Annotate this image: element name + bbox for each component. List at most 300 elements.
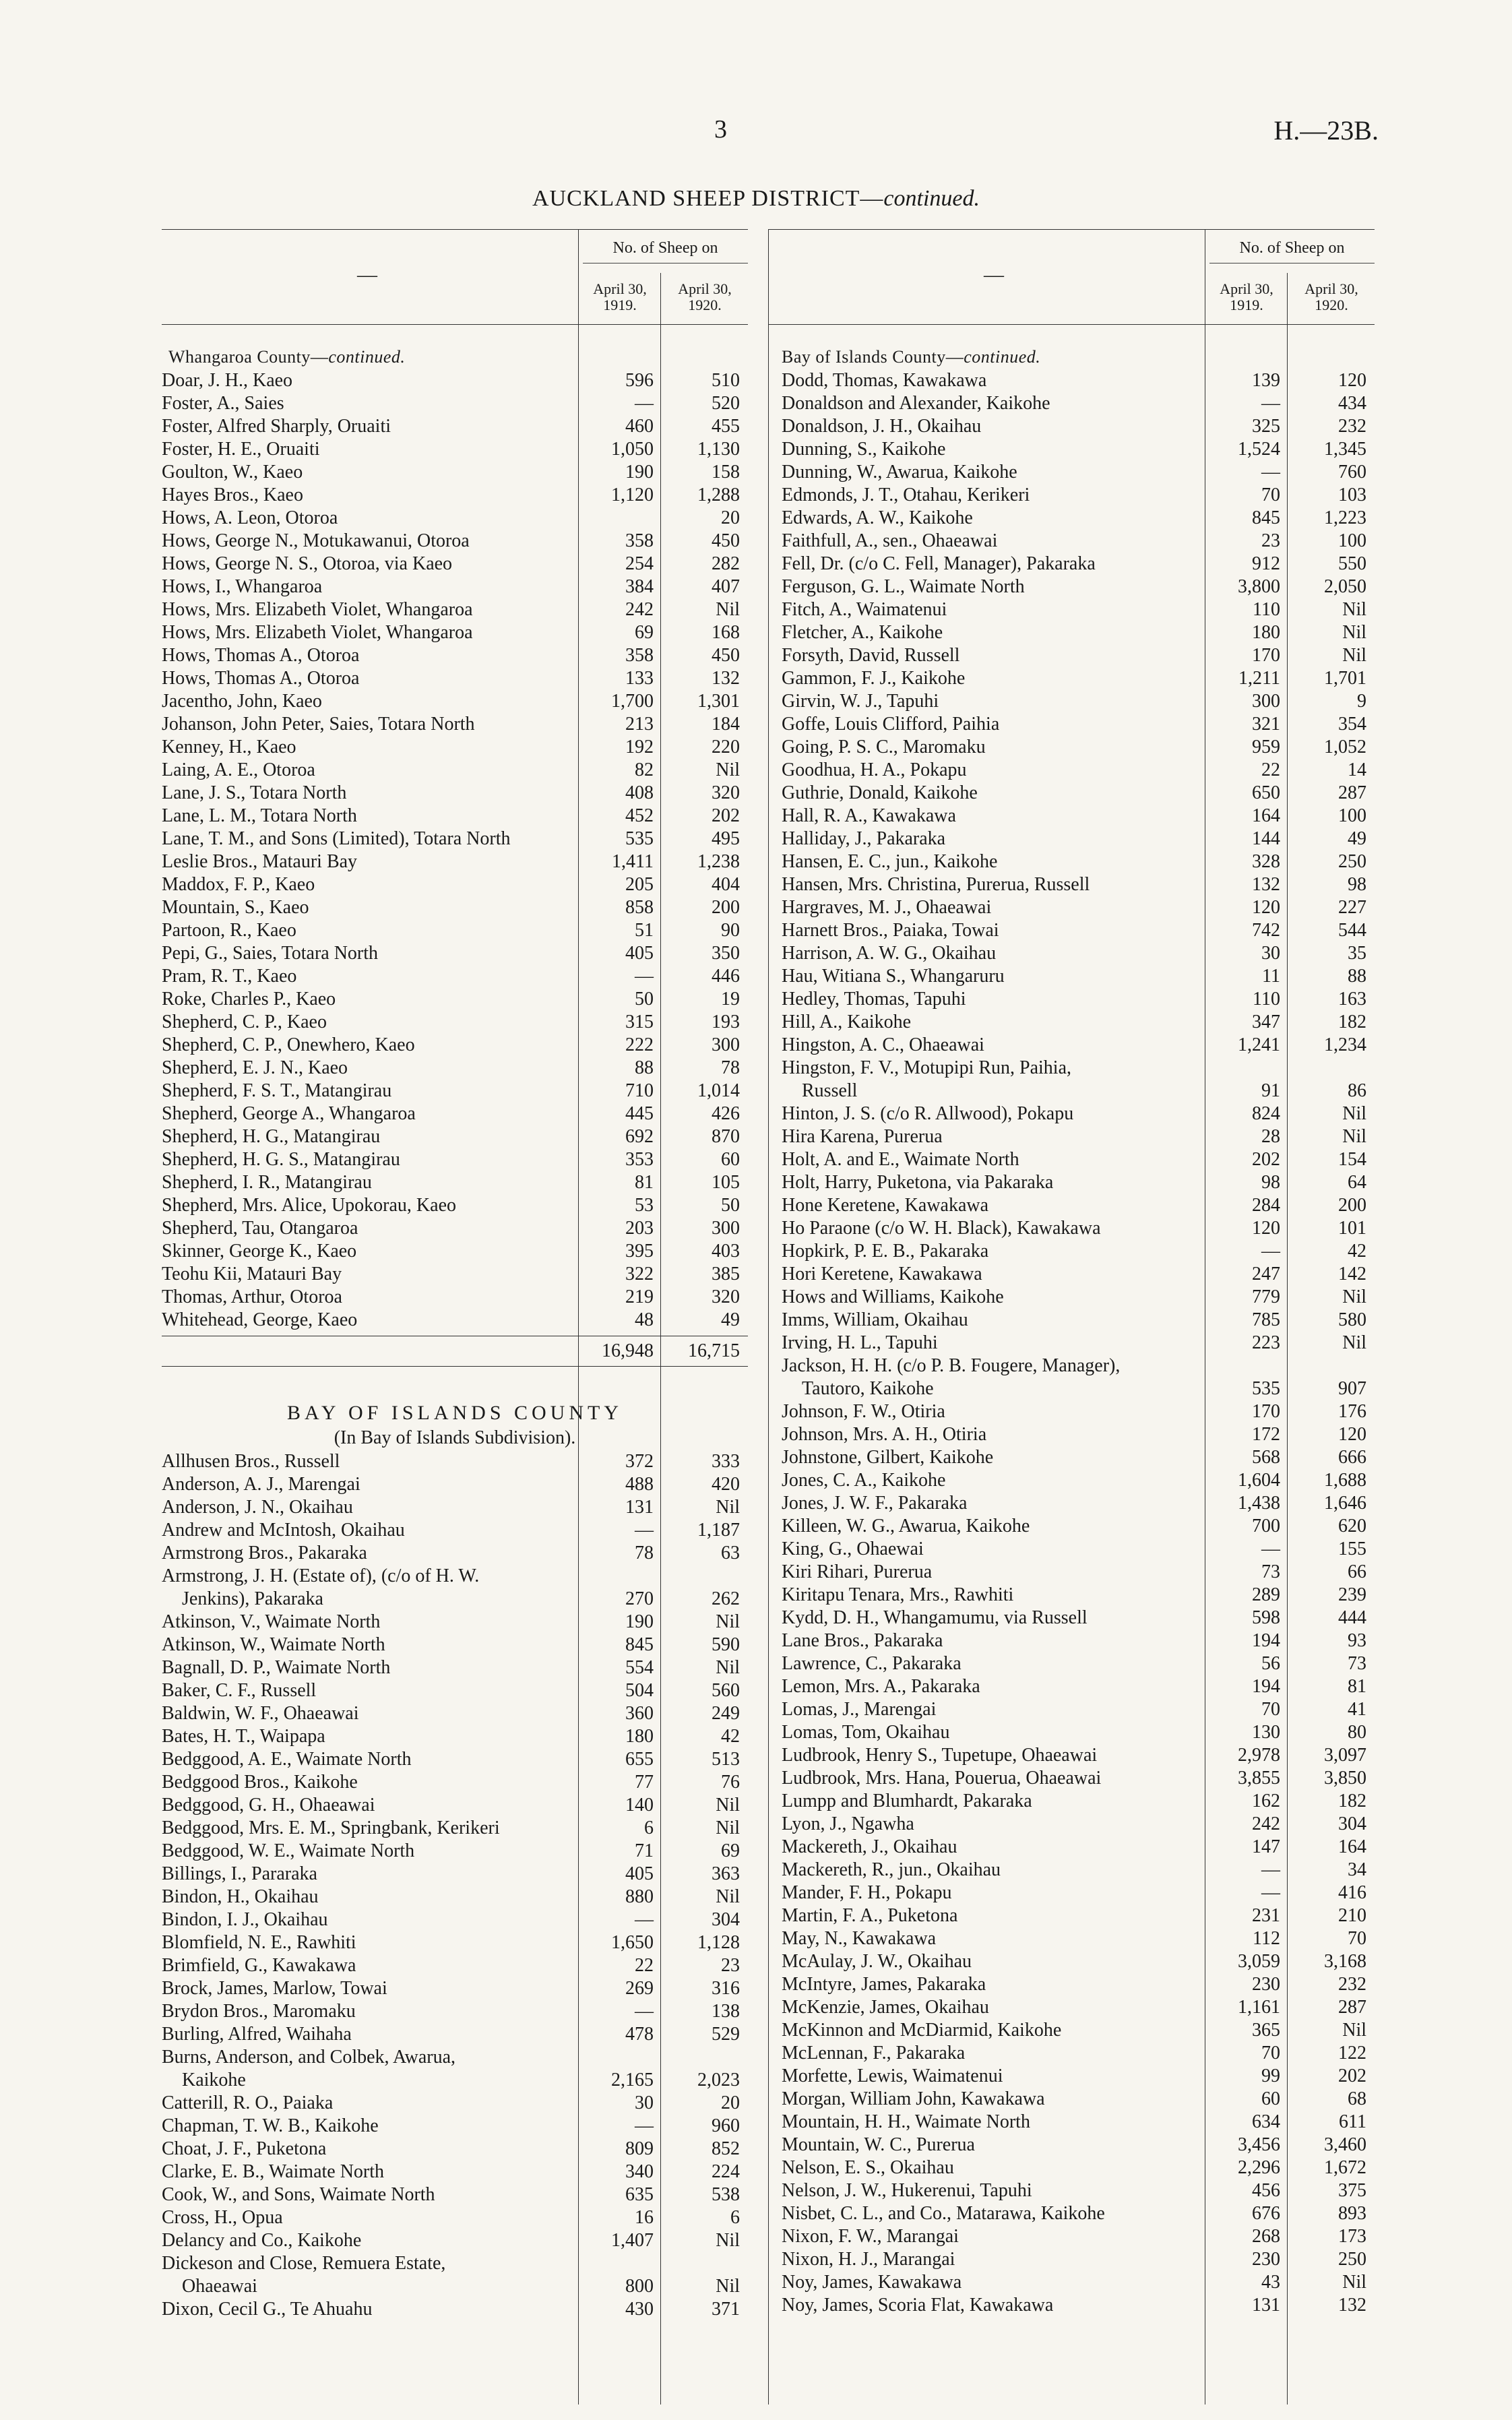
table-row: [775, 828, 1375, 850]
sheep-1919: 912: [1252, 553, 1280, 574]
table-row: [775, 690, 1375, 713]
sheep-1920: 611: [1339, 2111, 1366, 2132]
owner-name: Armstrong Bros., Pakaraka: [162, 1543, 367, 1563]
sheep-1920: 163: [1338, 989, 1366, 1010]
owner-name: May, N., Kawakawa: [782, 1928, 937, 1949]
sheep-1919: 254: [625, 553, 654, 574]
sheep-1920: 20: [721, 507, 740, 528]
sheep-1919: 289: [1252, 1584, 1280, 1605]
owner-name: Anderson, J. N., Okaihau: [162, 1497, 353, 1518]
table-row: [775, 1973, 1375, 1996]
table-row: [775, 896, 1375, 919]
sheep-1920: 41: [1348, 1699, 1366, 1720]
table-row: [775, 873, 1375, 896]
sheep-1920: 287: [1338, 782, 1366, 803]
owner-name: Burns, Anderson, and Colbek, Awarua,: [162, 2047, 456, 2068]
sheep-1920: 35: [1348, 943, 1366, 964]
sheep-1919: 242: [625, 599, 654, 620]
sheep-1919: 130: [1252, 1722, 1280, 1743]
owner-name: Hone Keretene, Kawakawa: [782, 1195, 989, 1216]
sheep-1920: 3,850: [1324, 1768, 1366, 1789]
sheep-1920: 3,097: [1324, 1745, 1366, 1766]
owner-name: Ho Paraone (c/o W. H. Black), Kawakawa: [782, 1218, 1101, 1239]
sheep-1920: 98: [1348, 874, 1366, 895]
left-column: [162, 229, 748, 2321]
owner-name: King, G., Ohaewai: [782, 1539, 924, 1559]
sheep-1919: 3,855: [1238, 1768, 1280, 1789]
owner-name: Armstrong, J. H. (Estate of), (c/o of H. W.: [162, 1565, 480, 1586]
sheep-1919: 365: [1252, 2020, 1280, 2041]
table-row: [775, 1423, 1375, 1446]
sheep-1919: 230: [1252, 2249, 1280, 2270]
sheep-1920: 316: [712, 1978, 740, 1999]
table-row: [775, 415, 1375, 438]
sheep-1919: 880: [625, 1886, 654, 1907]
owner-name: Guthrie, Donald, Kaikohe: [782, 782, 978, 803]
sheep-1920: 122: [1338, 2043, 1366, 2064]
sheep-1919: 170: [1252, 1401, 1280, 1422]
sheep-1919: 139: [1252, 370, 1280, 391]
sheep-1919: 230: [1252, 1974, 1280, 1995]
sheep-1920: Nil: [1342, 622, 1366, 643]
table-row: [775, 461, 1375, 484]
sheep-1920: 371: [712, 2299, 740, 2320]
sheep-1920: 350: [712, 943, 740, 964]
owner-name: Holt, Harry, Puketona, via Pakaraka: [782, 1172, 1054, 1193]
sheep-1919: 30: [1261, 943, 1280, 964]
sheep-1920: 49: [721, 1309, 740, 1330]
sheep-1920: 14: [1348, 759, 1366, 780]
owner-name: Nisbet, C. L., and Co., Matarawa, Kaikohe: [782, 2203, 1105, 2224]
sheep-1919: 1,407: [611, 2230, 654, 2251]
sheep-1919: —: [635, 1909, 654, 1930]
sheep-1920: 907: [1338, 1378, 1366, 1399]
table-row: [775, 1286, 1375, 1309]
table-row: [775, 1515, 1375, 1538]
table-row: [775, 1171, 1375, 1194]
sheep-1919: 162: [1252, 1791, 1280, 1811]
sheep-1919: 140: [625, 1795, 654, 1816]
owner-name: Noy, James, Kawakawa: [782, 2272, 962, 2293]
owner-name: Hinton, J. S. (c/o R. Allwood), Pokapu: [782, 1103, 1074, 1124]
sheep-1920: 6: [730, 2207, 740, 2228]
table-row: [775, 1630, 1375, 1652]
sheep-1919: 131: [625, 1497, 654, 1518]
sheep-1919: 70: [1261, 1699, 1280, 1720]
owner-name: Johnson, F. W., Otiria: [782, 1401, 945, 1422]
sheep-1919: 785: [1252, 1309, 1280, 1330]
owner-name: Bagnall, D. P., Waimate North: [162, 1657, 391, 1678]
section-subheading: (In Bay of Islands Subdivision).: [334, 1427, 576, 1448]
sheep-1919: 959: [1252, 737, 1280, 757]
sheep-1919: 478: [625, 2024, 654, 2045]
table-row: [775, 1744, 1375, 1767]
table-row: [775, 2065, 1375, 2088]
sheep-1920: 42: [721, 1726, 740, 1747]
sheep-1919: 242: [1252, 1813, 1280, 1834]
sheep-1920: Nil: [1342, 2272, 1366, 2293]
table-row: [775, 1882, 1375, 1904]
sheep-1919: 98: [1261, 1172, 1280, 1193]
sheep-1920: 120: [1338, 370, 1366, 391]
sheep-1920: 407: [712, 576, 740, 597]
owner-name: Goulton, W., Kaeo: [162, 462, 303, 483]
sheep-1919: 1,241: [1238, 1034, 1280, 1055]
table-row: [775, 530, 1375, 553]
sheep-1920: 385: [712, 1264, 740, 1284]
sheep-1919: 779: [1252, 1286, 1280, 1307]
sheep-1919: 16: [635, 2207, 654, 2228]
sheep-1919: 3,800: [1238, 576, 1280, 597]
owner-name: Hows, Mrs. Elizabeth Violet, Whangaroa: [162, 622, 473, 643]
sheep-1919: 170: [1252, 645, 1280, 666]
owner-name: Hansen, E. C., jun., Kaikohe: [782, 851, 998, 872]
sheep-1920: 49: [1348, 828, 1366, 849]
owner-name: Hows, I., Whangaroa: [162, 576, 323, 597]
owner-name: Hopkirk, P. E. B., Pakaraka: [782, 1241, 989, 1262]
sheep-1919: 190: [625, 1611, 654, 1632]
sheep-1920: 105: [712, 1172, 740, 1193]
sheep-1920: 403: [712, 1241, 740, 1262]
sheep-1919: 120: [1252, 897, 1280, 918]
sheep-1919: 635: [625, 2184, 654, 2205]
sheep-1919: 315: [625, 1012, 654, 1032]
sheep-1919: 69: [635, 622, 654, 643]
sheep-1919: 325: [1252, 416, 1280, 437]
sheep-1919: 110: [1253, 989, 1280, 1010]
owner-name: Kydd, D. H., Whangamumu, via Russell: [782, 1607, 1088, 1628]
table-row: [775, 1217, 1375, 1240]
page-title-main: AUCKLAND SHEEP DISTRICT—: [532, 186, 884, 211]
sheep-1920: 200: [712, 897, 740, 918]
sheep-1920: Nil: [716, 599, 740, 620]
sheep-1919: 452: [625, 805, 654, 826]
table-row: [775, 1607, 1375, 1630]
table-row: [775, 782, 1375, 805]
sheep-1920: Nil: [1342, 1103, 1366, 1124]
sheep-1919: 56: [1261, 1653, 1280, 1674]
sheep-1919: 504: [625, 1680, 654, 1701]
sheep-1919: 858: [625, 897, 654, 918]
sheep-1919: 78: [635, 1543, 654, 1563]
sheep-1920: 495: [712, 828, 740, 849]
table-row: [775, 598, 1375, 621]
sheep-1919: —: [1261, 1241, 1280, 1262]
sheep-1919: 48: [635, 1309, 654, 1330]
sheep-1920: 426: [712, 1103, 740, 1124]
sheep-1920: Nil: [716, 1795, 740, 1816]
sheep-1920: 960: [712, 2115, 740, 2136]
table-row: [775, 1309, 1375, 1332]
sheep-1919: —: [635, 966, 654, 987]
owner-name: Jones, J. W. F., Pakaraka: [782, 1493, 968, 1514]
owner-name: Bindon, I. J., Okaihau: [162, 1909, 328, 1930]
sheep-1919: 809: [625, 2138, 654, 2159]
table-row: [775, 1194, 1375, 1217]
sheep-1919: 50: [635, 989, 654, 1010]
owner-name: Imms, William, Okaihau: [782, 1309, 968, 1330]
sheep-1919: 554: [625, 1657, 654, 1678]
owner-name: Irving, H. L., Tapuhi: [782, 1332, 938, 1353]
owner-name: Whitehead, George, Kaeo: [162, 1309, 358, 1330]
owner-name: Faithfull, A., sen., Ohaeawai: [782, 530, 998, 551]
owner-name: Shepherd, George A., Whangaroa: [162, 1103, 416, 1124]
sheep-1919: 192: [625, 737, 654, 757]
table-row: [775, 1538, 1375, 1561]
header-dash: —: [357, 263, 377, 286]
sheep-1919: 692: [625, 1126, 654, 1147]
sheep-1920: 168: [712, 622, 740, 643]
sheep-1920: 852: [712, 2138, 740, 2159]
sheep-1920: 544: [1338, 920, 1366, 941]
sheep-1919: —: [1261, 1539, 1280, 1559]
table-row: [775, 736, 1375, 759]
sheep-1919: 81: [635, 1172, 654, 1193]
sheep-1919: 28: [1261, 1126, 1280, 1147]
sheep-1920: 666: [1338, 1447, 1366, 1468]
sheep-1919: 82: [635, 759, 654, 780]
table-row: [775, 1240, 1375, 1263]
sheep-1920: Nil: [1342, 599, 1366, 620]
bay-of-islands-continued-rows: [775, 369, 1375, 2317]
owner-name: Foster, Alfred Sharply, Oruaiti: [162, 416, 391, 437]
sheep-1919: 347: [1252, 1012, 1280, 1032]
sheep-1920: 446: [712, 966, 740, 987]
owner-name: Shepherd, E. J. N., Kaeo: [162, 1057, 348, 1078]
sheep-1919: 460: [625, 416, 654, 437]
owner-name: Ludbrook, Mrs. Hana, Pouerua, Ohaeawai: [782, 1768, 1102, 1789]
sheep-1919: 131: [1252, 2295, 1280, 2316]
sheep-1920: 1,345: [1324, 439, 1366, 460]
header-no-of-sheep: No. of Sheep on: [1209, 239, 1375, 263]
owner-name: Nixon, H. J., Marangai: [782, 2249, 955, 2270]
owner-name: Pepi, G., Saies, Totara North: [162, 943, 379, 964]
owner-name: Skinner, George K., Kaeo: [162, 1241, 357, 1262]
sheep-1920: 520: [712, 393, 740, 414]
owner-name: Johanson, John Peter, Saies, Totara North: [162, 714, 475, 735]
table-row: [775, 2202, 1375, 2225]
owner-name: Clarke, E. B., Waimate North: [162, 2161, 385, 2182]
owner-name: Bedggood, Mrs. E. M., Springbank, Kerikeri: [162, 1818, 500, 1838]
owner-name: Lemon, Mrs. A., Pakaraka: [782, 1676, 980, 1697]
table-row: [775, 2134, 1375, 2157]
owner-name: Ludbrook, Henry S., Tupetupe, Ohaeawai: [782, 1745, 1098, 1766]
sheep-1920: 239: [1338, 1584, 1366, 1605]
owner-name: Catterill, R. O., Paiaka: [162, 2092, 334, 2113]
table-row: [775, 1652, 1375, 1675]
sheep-1919: 408: [625, 782, 654, 803]
owner-name: Dixon, Cecil G., Te Ahuahu: [162, 2299, 373, 2320]
sheep-1919: 51: [635, 920, 654, 941]
table-row: [775, 1836, 1375, 1859]
owner-name: Donaldson, J. H., Okaihau: [782, 416, 982, 437]
owner-name: Lomas, J., Marengai: [782, 1699, 937, 1720]
sheep-1919: 144: [1252, 828, 1280, 849]
table-row: [775, 2111, 1375, 2134]
sheep-1920: 870: [712, 1126, 740, 1147]
sheep-1920: 893: [1338, 2203, 1366, 2224]
table-row: [775, 2225, 1375, 2248]
owner-name: Jones, C. A., Kaikohe: [782, 1470, 946, 1491]
owner-name: Killeen, W. G., Awarua, Kaikohe: [782, 1516, 1030, 1537]
sheep-1920: Nil: [716, 2276, 740, 2297]
sheep-1920: 304: [1338, 1813, 1366, 1834]
sheep-1920: 354: [1338, 714, 1366, 735]
sheep-1920: 50: [721, 1195, 740, 1216]
sheep-1920: 182: [1338, 1012, 1366, 1032]
owner-name: Lane, J. S., Totara North: [162, 782, 347, 803]
sheep-1920: 138: [712, 2001, 740, 2022]
owner-name: Hill, A., Kaikohe: [782, 1012, 912, 1032]
sheep-1919: 405: [625, 943, 654, 964]
sheep-1919: —: [1261, 1882, 1280, 1903]
sheep-1919: 598: [1252, 1607, 1280, 1628]
owner-name: Dunning, S., Kaikohe: [782, 439, 946, 460]
sheep-1919: 120: [1252, 1218, 1280, 1239]
sheep-1919: 70: [1261, 2043, 1280, 2064]
sheep-1919: 132: [1252, 874, 1280, 895]
sheep-1920: 404: [712, 874, 740, 895]
sheep-1920: 3,168: [1324, 1951, 1366, 1972]
owner-name: Hingston, F. V., Motupipi Run, Paihia,: [782, 1057, 1072, 1078]
sheep-1920: 19: [721, 989, 740, 1010]
table-row: [775, 507, 1375, 530]
owner-name: Donaldson and Alexander, Kaikohe: [782, 393, 1050, 414]
owner-name: Harrison, A. W. G., Okaihau: [782, 943, 997, 964]
sheep-1920: 1,014: [697, 1080, 740, 1101]
owner-name: Hayes Bros., Kaeo: [162, 485, 303, 505]
owner-name: McKenzie, James, Okaihau: [782, 1997, 989, 2018]
table-row: [775, 988, 1375, 1011]
owner-name: Mackereth, J., Okaihau: [782, 1836, 957, 1857]
sheep-1919: 845: [1252, 507, 1280, 528]
sheep-1920: 34: [1348, 1859, 1366, 1880]
owner-name: Foster, A., Saies: [162, 393, 284, 414]
sheep-1920: Nil: [1342, 1332, 1366, 1353]
sheep-1919: 213: [625, 714, 654, 735]
owner-name: Delancy and Co., Kaikohe: [162, 2230, 362, 2251]
table-row: [775, 1698, 1375, 1721]
owner-name: Shepherd, C. P., Onewhero, Kaeo: [162, 1034, 415, 1055]
sheep-1920: 63: [721, 1543, 740, 1563]
owner-name: McKinnon and McDiarmid, Kaikohe: [782, 2020, 1062, 2041]
owner-name: Foster, H. E., Oruaiti: [162, 439, 320, 460]
table-row: [775, 576, 1375, 598]
sheep-1920: 250: [1338, 2249, 1366, 2270]
table-row: [775, 1859, 1375, 1882]
owner-name-continued: Ohaeawai: [182, 2276, 257, 2297]
sheep-1920: 1,688: [1324, 1470, 1366, 1491]
sheep-1919: 700: [1252, 1516, 1280, 1537]
sheep-1919: 270: [625, 1588, 654, 1609]
owner-name: Fell, Dr. (c/o C. Fell, Manager), Pakaraka: [782, 553, 1096, 574]
sheep-1920: Nil: [1342, 2020, 1366, 2041]
table-row: [775, 1011, 1375, 1034]
table-row: [775, 1904, 1375, 1927]
table-row: [775, 2088, 1375, 2111]
sheep-1920: 155: [1338, 1539, 1366, 1559]
sheep-1920: 304: [712, 1909, 740, 1930]
sheep-1920: 227: [1338, 897, 1366, 918]
owner-name: Bedggood, A. E., Waimate North: [162, 1749, 412, 1770]
sheep-1920: 363: [712, 1863, 740, 1884]
sheep-1920: 210: [1338, 1905, 1366, 1926]
sheep-1920: 90: [721, 920, 740, 941]
sheep-1920: Nil: [1342, 1126, 1366, 1147]
table-row: [775, 2019, 1375, 2042]
section-heading: Whangaroa County—continued.: [168, 347, 406, 367]
owner-name: Mackereth, R., jun., Okaihau: [782, 1859, 1001, 1880]
owner-name: Teohu Kii, Matauri Bay: [162, 1264, 342, 1284]
owner-name: Hows, George N., Motukawanui, Otoroa: [162, 530, 470, 551]
sheep-1919: 91: [1261, 1080, 1280, 1101]
table-row: [775, 1400, 1375, 1423]
owner-name: Hedley, Thomas, Tapuhi: [782, 989, 966, 1010]
sheep-1920: 68: [1348, 2088, 1366, 2109]
owner-name: Hows, Thomas A., Otoroa: [162, 668, 360, 689]
owner-name: Mander, F. H., Pokapu: [782, 1882, 952, 1903]
owner-name: Goodhua, H. A., Pokapu: [782, 759, 967, 780]
sheep-1919: 53: [635, 1195, 654, 1216]
table-row: [775, 438, 1375, 461]
sheep-1919: 824: [1252, 1103, 1280, 1124]
sheep-1919: 800: [625, 2276, 654, 2297]
sheep-1919: 1,604: [1238, 1470, 1280, 1491]
sheep-1920: 510: [712, 370, 740, 391]
sheep-1919: 88: [635, 1057, 654, 1078]
owner-name: Hau, Witiana S., Whangaruru: [782, 966, 1005, 987]
table-row: [775, 2157, 1375, 2179]
owner-name: Morfette, Lewis, Waimatenui: [782, 2066, 1003, 2086]
sheep-1919: 231: [1252, 1905, 1280, 1926]
sheep-1919: 445: [625, 1103, 654, 1124]
sheep-1919: 247: [1252, 1264, 1280, 1284]
sheep-1920: 1,223: [1324, 507, 1366, 528]
sheep-1920: 200: [1338, 1195, 1366, 1216]
table-row: [775, 965, 1375, 988]
table-row: [775, 1332, 1375, 1355]
owner-name: Gammon, F. J., Kaikohe: [782, 668, 966, 689]
owner-name: Edmonds, J. T., Otahau, Kerikeri: [782, 485, 1030, 505]
owner-name: Shepherd, I. R., Matangirau: [162, 1172, 372, 1193]
owner-name: Lyon, J., Ngawha: [782, 1813, 914, 1834]
owner-name: Lane, L. M., Totara North: [162, 805, 357, 826]
sheep-1919: 164: [1252, 805, 1280, 826]
sheep-1920: Nil: [1342, 1286, 1366, 1307]
header-col-1919: April 30, 1919.: [593, 280, 647, 313]
sheep-1920: 69: [721, 1840, 740, 1861]
sheep-1920: 320: [712, 1286, 740, 1307]
sheep-1920: 2,023: [697, 2070, 740, 2090]
owner-name: Brock, James, Marlow, Towai: [162, 1978, 387, 1999]
sheep-1919: 147: [1252, 1836, 1280, 1857]
sheep-1920: 620: [1338, 1516, 1366, 1537]
table-row: [775, 1721, 1375, 1744]
sheep-1920: 560: [712, 1680, 740, 1701]
sheep-1919: 1,120: [611, 485, 654, 505]
owner-name: Choat, J. F., Puketona: [162, 2138, 327, 2159]
owner-name-continued: Tautoro, Kaikohe: [802, 1378, 934, 1399]
owner-name: Nelson, J. W., Hukerenui, Tapuhi: [782, 2180, 1032, 2201]
sheep-1919: 568: [1252, 1447, 1280, 1468]
sheep-1919: 3,059: [1238, 1951, 1280, 1972]
sheep-1919: 22: [635, 1955, 654, 1976]
sheep-1920: 1,130: [697, 439, 740, 460]
sheep-1920: 76: [721, 1772, 740, 1793]
owner-name: Noy, James, Scoria Flat, Kawakawa: [782, 2295, 1054, 2316]
sheep-1920: 262: [712, 1588, 740, 1609]
sheep-1920: 100: [1338, 805, 1366, 826]
